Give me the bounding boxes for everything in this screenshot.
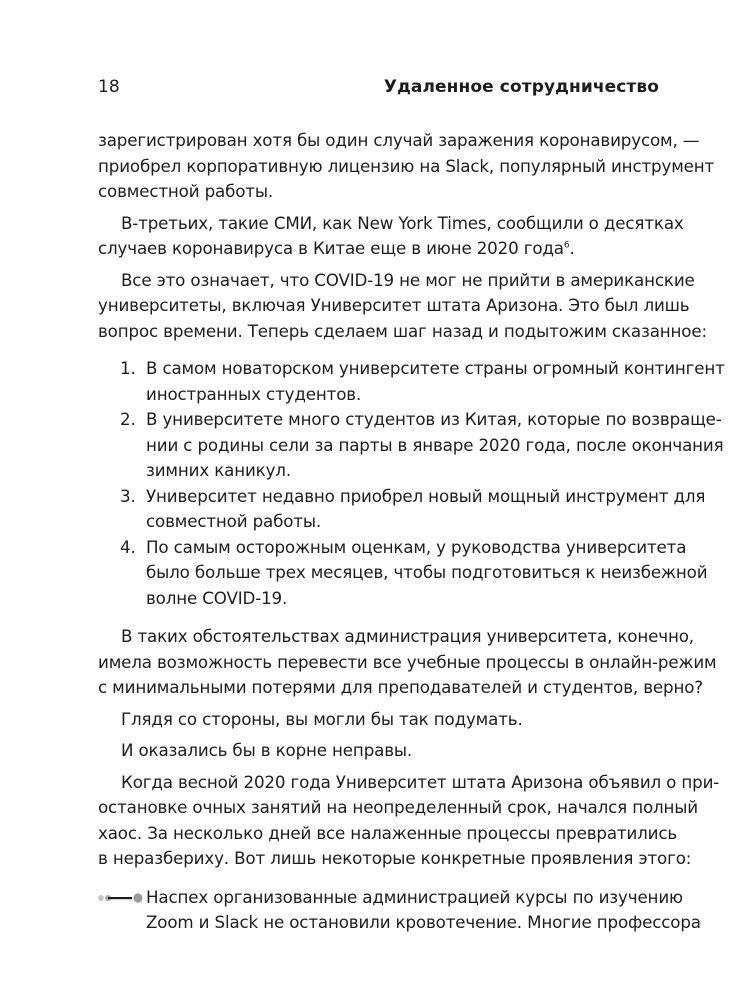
- list-number: 1.: [120, 358, 136, 378]
- text-line: хаос. За несколько дней все налаженные процессы превратились: [98, 822, 678, 843]
- text-line: волне COVID-19.: [146, 587, 288, 608]
- page-header: [98, 72, 659, 102]
- paragraph: [98, 770, 720, 872]
- paragraph: [98, 738, 658, 764]
- text-line: вопрос времени. Теперь сделаем шаг назад и подытожим сказанное:: [98, 320, 707, 341]
- text-line: в неразбериху. Вот лишь некоторые конкретные проявления этого:: [98, 848, 692, 868]
- text-line: В самом новаторском университете страны огромный контингент: [146, 358, 725, 378]
- text-line: совместной работы.: [146, 511, 322, 531]
- numbered-list: [98, 356, 725, 611]
- list-number: 2.: [120, 409, 136, 429]
- text-line: имела возможность перевести все учебные процессы в онлайн-режим: [98, 651, 717, 672]
- text-line: По самым осторожным оценкам, у руководства университета: [146, 536, 687, 557]
- text-line: остановке очных занятий на неопределенный срок, начался полный: [98, 797, 699, 817]
- text-line: Все это означает, что COVID-19 не мог не прийти в американские: [121, 269, 695, 290]
- text-line: иностранных студентов.: [146, 383, 362, 404]
- text-line: Глядя со стороны, вы могли бы так подумать.: [121, 708, 523, 729]
- text-line: зарегистрирован хотя бы один случай заражения коронавирусом, —: [98, 130, 700, 150]
- paragraph: [98, 128, 715, 205]
- paragraph: [98, 211, 684, 262]
- paragraph: [98, 624, 717, 701]
- text-line: Наспех организованные администрацией курсы по изучению: [146, 886, 683, 907]
- list-number: 4.: [120, 536, 136, 557]
- gradient-line-bullet-icon: [98, 892, 144, 904]
- text-line: приобрел корпоративную лицензию на Slack, популярный инструмент: [98, 155, 715, 176]
- body-text: [98, 128, 725, 936]
- list-item: [98, 407, 724, 484]
- text-line: с минимальными потерями для преподавателей и студентов, верно?: [98, 677, 704, 697]
- text-line: В таких обстоятельствах администрация университета, конечно,: [121, 626, 694, 646]
- text-line: В университете много студентов из Китая, которые по возвраще-: [146, 409, 722, 429]
- footnote-marker[interactable]: 6: [563, 240, 570, 251]
- text-line: [98, 236, 658, 262]
- bullet-item: [98, 885, 701, 936]
- list-item: [98, 484, 706, 535]
- text-line: И оказались бы в корне неправы.: [121, 740, 413, 760]
- text-line: совместной работы.: [98, 181, 274, 201]
- text-line: зимних каникул.: [146, 460, 291, 480]
- text-line-content: случаев коронавируса в Китае еще в июне 2020 года: [98, 238, 564, 258]
- text-line: Zoom и Slack не остановили кровотечение. Многие профессора: [146, 912, 701, 932]
- text-line: Когда весной 2020 года Университет штата Аризона объявил о при-: [121, 771, 720, 792]
- paragraph: [98, 707, 658, 733]
- text-line: нии с родины сели за парты в январе 2020 года, после окончания: [146, 434, 724, 455]
- text-line: В-третьих, такие СМИ, как New York Times, сообщили о десятках: [121, 212, 684, 233]
- running-title: Удаленное сотрудничество: [383, 77, 659, 97]
- period: .: [569, 238, 575, 258]
- list-number: 3.: [120, 485, 136, 506]
- text-line: было больше трех месяцев, чтобы подготовиться к неизбежной: [146, 562, 708, 582]
- text-line: университеты, включая Университет штата Аризона. Это был лишь: [98, 295, 690, 315]
- paragraph: [98, 268, 707, 345]
- page-number: 18: [98, 77, 120, 97]
- list-item: [98, 535, 708, 612]
- text-line: Университет недавно приобрел новый мощный инструмент для: [146, 485, 706, 506]
- list-item: [98, 356, 725, 407]
